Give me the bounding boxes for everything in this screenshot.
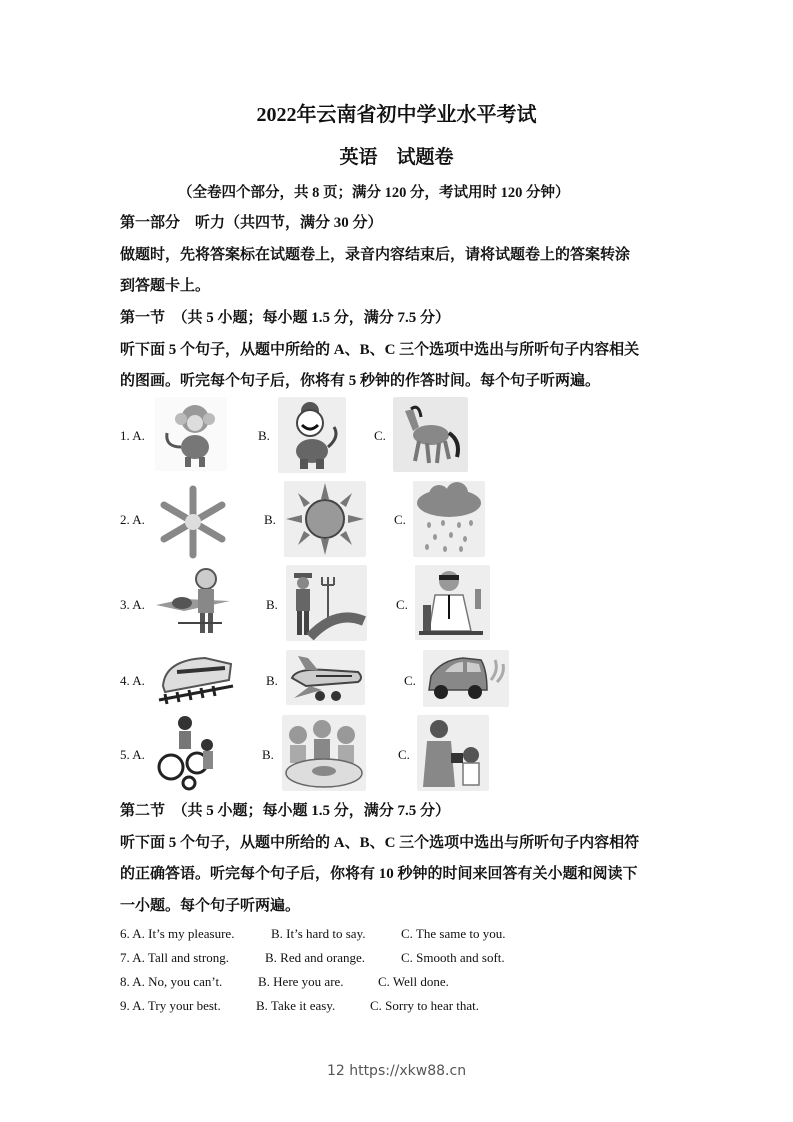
sun-image[interactable]: [284, 481, 366, 557]
q1-c-label: C.: [374, 428, 386, 443]
section2-instruction-2: 的正确答语。听完每个句子后，你将有 10 秒钟的时间来回答有关小题和阅读下: [120, 866, 638, 882]
scientist-image[interactable]: [415, 565, 490, 640]
section2-instruction-1: 听下面 5 个句子，从题中所给的 A、B、C 三个选项中选出与所听句子内容相符: [120, 835, 640, 851]
exam-subtitle: 英语 试题卷: [339, 147, 454, 168]
q9-option-a: 9. A. Try your best.: [120, 998, 221, 1013]
q9-option-c: C. Sorry to hear that.: [370, 998, 480, 1013]
q7-option-c: C. Smooth and soft.: [401, 950, 505, 965]
q5-c-label: C.: [398, 747, 410, 762]
q9-option-b: B. Take it easy.: [256, 998, 336, 1013]
rain-cloud-image[interactable]: [413, 481, 485, 557]
q8-option-c: C. Well done.: [378, 974, 449, 989]
q7-option-a: 7. A. Tall and strong.: [120, 950, 229, 965]
q6-option-c: C. The same to you.: [401, 926, 506, 941]
section1-instruction-1: 听下面 5 个句子，从题中所给的 A、B、C 三个选项中选出与所听句子内容相关: [120, 342, 640, 358]
q2-label: 2. A.: [120, 512, 145, 527]
q8-option-a: 8. A. No, you can’t.: [120, 974, 223, 989]
monkey-image[interactable]: [155, 397, 227, 471]
horse-image[interactable]: [393, 397, 468, 472]
family-dinner-image[interactable]: [282, 715, 366, 791]
part1-instruction-2: 到答题卡上。: [120, 278, 211, 294]
snowflake-image[interactable]: [154, 483, 232, 561]
q4-c-label: C.: [404, 673, 416, 688]
q6-option-b: B. It’s hard to say.: [271, 926, 366, 941]
q2-b-label: B.: [264, 512, 276, 527]
exam-title: 2022年云南省初中学业水平考试: [256, 104, 537, 126]
q3-label: 3. A.: [120, 597, 145, 612]
q1-b-label: B.: [258, 428, 270, 443]
q1-label: 1. A.: [120, 428, 145, 443]
page-footer: 12 https://xkw88.cn: [326, 1063, 467, 1079]
section2-heading: 第二节 （共 5 小题；每小题 1.5 分，满分 7.5 分）: [120, 803, 451, 819]
q4-label: 4. A.: [120, 673, 145, 688]
q8-option-b: B. Here you are.: [258, 974, 344, 989]
section1-instruction-2: 的图画。听完每个句子后，你将有 5 秒钟的作答时间。每个句子听两遍。: [120, 373, 601, 389]
farmer-image[interactable]: [286, 565, 367, 641]
gift-giving-image[interactable]: [417, 715, 489, 791]
q7-option-b: B. Red and orange.: [265, 950, 366, 965]
q3-b-label: B.: [266, 597, 278, 612]
car-image[interactable]: [423, 650, 509, 707]
q2-c-label: C.: [394, 512, 406, 527]
section2-instruction-3: 一小题。每个句子听两遍。: [120, 898, 301, 914]
part1-instruction-1: 做题时，先将答案标在试题卷上，录音内容结束后，请将试题卷上的答案转涂: [120, 247, 631, 263]
exam-note: （全卷四个部分，共 8 页；满分 120 分，考试用时 120 分钟）: [178, 185, 570, 201]
q5-label: 5. A.: [120, 747, 145, 762]
tiger-image[interactable]: [278, 397, 346, 473]
train-image[interactable]: [155, 650, 237, 705]
pilot-image[interactable]: [154, 565, 238, 637]
q3-c-label: C.: [396, 597, 408, 612]
part1-heading: 第一部分 听力（共四节，满分 30 分）: [120, 215, 383, 231]
q5-b-label: B.: [262, 747, 274, 762]
section1-heading: 第一节 （共 5 小题；每小题 1.5 分，满分 7.5 分）: [120, 310, 451, 326]
q4-b-label: B.: [266, 673, 278, 688]
q6-option-a: 6. A. It’s my pleasure.: [120, 926, 235, 941]
cycling-image[interactable]: [155, 715, 227, 791]
airplane-image[interactable]: [286, 650, 365, 705]
